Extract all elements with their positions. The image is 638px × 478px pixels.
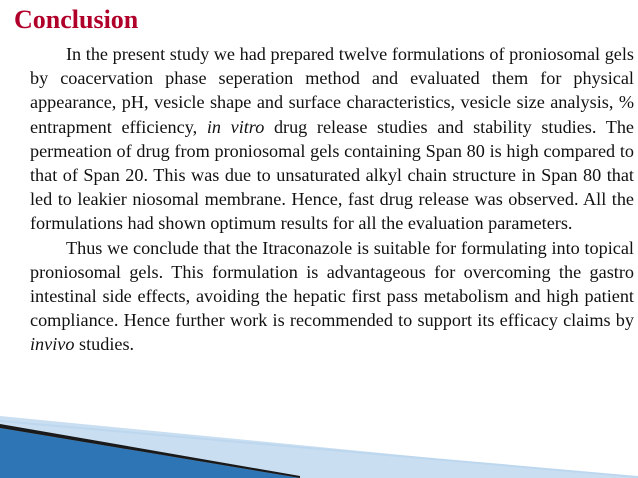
slide-title: Conclusion — [14, 5, 139, 34]
slide-body — [30, 42, 634, 357]
paragraph-2-text-a: Thus we conclude that the Itraconazole is suitable for formulating into topical proniosomal gels. This formulation is advantageous for overcoming the gastro intestinal side effects, avoiding the hepatic first pass metabolism and high patient compliance. Hence further work is recommended to support its efficacy claims by — [30, 237, 634, 331]
paragraph-study-summary — [30, 42, 634, 236]
corner-decoration — [0, 388, 638, 478]
paragraph-2-text-b: studies. — [74, 334, 135, 355]
paragraph-1-italic-term: in vitro — [206, 116, 265, 137]
paragraph-2-italic-term: invivo — [30, 334, 75, 355]
paragraph-conclusion — [30, 236, 634, 357]
paragraph-1-text-a: In the present study we had prepared twelve formulations of proniosomal gels by coacervation phase seperation method and evaluated them for physical appearance, pH, vesicle shape and surface characteristics, vesicle size analysis, % entrapment efficiency, — [30, 44, 634, 137]
paragraph-1-text-b: drug release studies and stability studies. The permeation of drug from proniosomal gels containing Span 80 is high compared to that of Span 20. This was due to unsaturated alkyl chain structure in Span 80 that led to leakier niosomal membrane. Hence, fast drug release was observed. All the formulations had shown optimum results for all the evaluation parameters. — [30, 116, 634, 234]
